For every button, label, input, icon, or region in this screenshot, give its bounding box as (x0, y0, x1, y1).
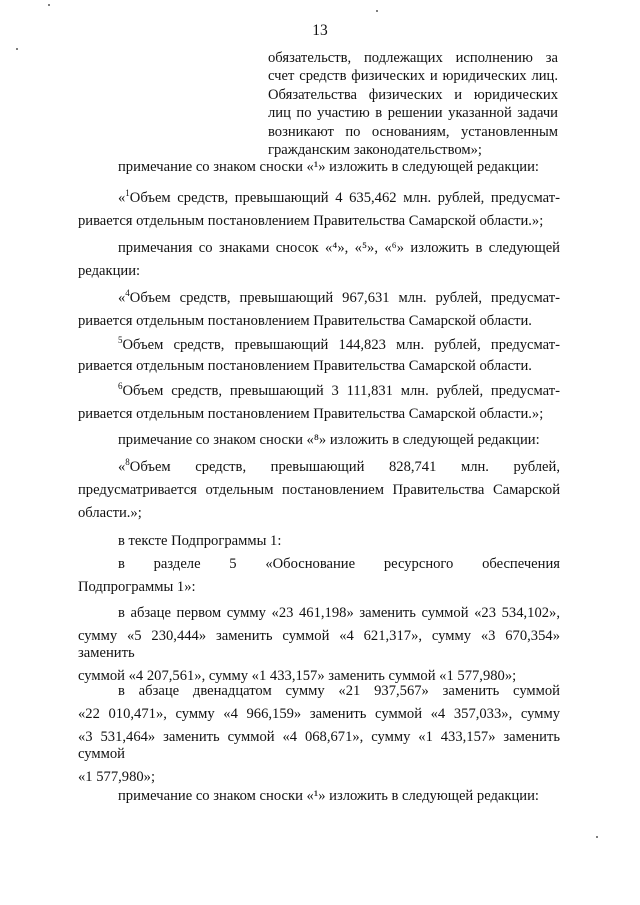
text-line: лиц по участию в решении указанной задачи (268, 105, 558, 122)
paragraph: примечание со знаком сноски «¹» изложить в следующей редакции: (118, 788, 539, 804)
paragraph: $^6$Объем средств, превышающий 3 111,831 млн. рублей, предусмат- ривается отдельным постановлением Правительства Самарской области.»; (78, 381, 560, 422)
paragraph: «$^1$Объем средств, превышающий 4 635,462 млн. рублей, предусмат- ривается отдельным постановлением Правительства Самарской области.»; (78, 188, 560, 229)
page-number: 13 (312, 22, 328, 39)
paragraph: $^5$Объем средств, превышающий 144,823 млн. рублей, предусмат- ривается отдельным постановлением Правительства Самарской области. (78, 335, 560, 374)
paragraph: «$^8$Объем средств, превышающий 828,741 млн. рублей, предусматривается отдельным постановлением Правительства Самарской области.»; (78, 457, 560, 521)
text-line: гражданским законодательством»; (268, 142, 482, 159)
scan-speck (48, 4, 50, 6)
text-line: Обязательства физических и юридических (268, 86, 558, 103)
paragraph: в абзаце первом сумму «23 461,198» заменить суммой «23 534,102», сумму «5 230,444» заменить суммой «4 621,317», сумму «3 670,354» заменить суммой «4 207,561», сумму «1 433,157» заменить суммой «1 577,980»; (78, 605, 560, 684)
paragraph: примечание со знаком сноски «¹» изложить в следующей редакции: (118, 159, 539, 175)
paragraph: примечание со знаком сноски «⁸» изложить в следующей редакции: (118, 432, 540, 448)
text-line: возникают по основаниям, установленным (268, 123, 558, 140)
quoted-text-block (268, 49, 558, 159)
paragraph: в абзаце двенадцатом сумму «21 937,567» заменить суммой «22 010,471», сумму «4 966,159» заменить суммой «4 357,033», сумму «3 531,464» заменить суммой «4 068,671», сумму «1 433,157» заменить суммой «1 577,980»; (78, 683, 560, 785)
scan-speck (16, 48, 18, 50)
text-line: обязательств, подлежащих исполнению за (268, 50, 558, 66)
scan-speck (596, 836, 598, 838)
scan-speck (376, 10, 378, 12)
paragraph: «$^4$Объем средств, превышающий 967,631 млн. рублей, предусмат- ривается отдельным постановлением Правительства Самарской области. (78, 288, 560, 329)
paragraph: в тексте Подпрограммы 1: (118, 533, 282, 549)
paragraph: в разделе 5 «Обоснование ресурсного обеспечения Подпрограммы 1»: (78, 556, 560, 595)
text-line: счет средств физических и юридических лиц. (268, 68, 558, 85)
paragraph: примечания со знаками сносок «⁴», «⁵», «⁶» изложить в следующей редакции: (78, 240, 560, 279)
